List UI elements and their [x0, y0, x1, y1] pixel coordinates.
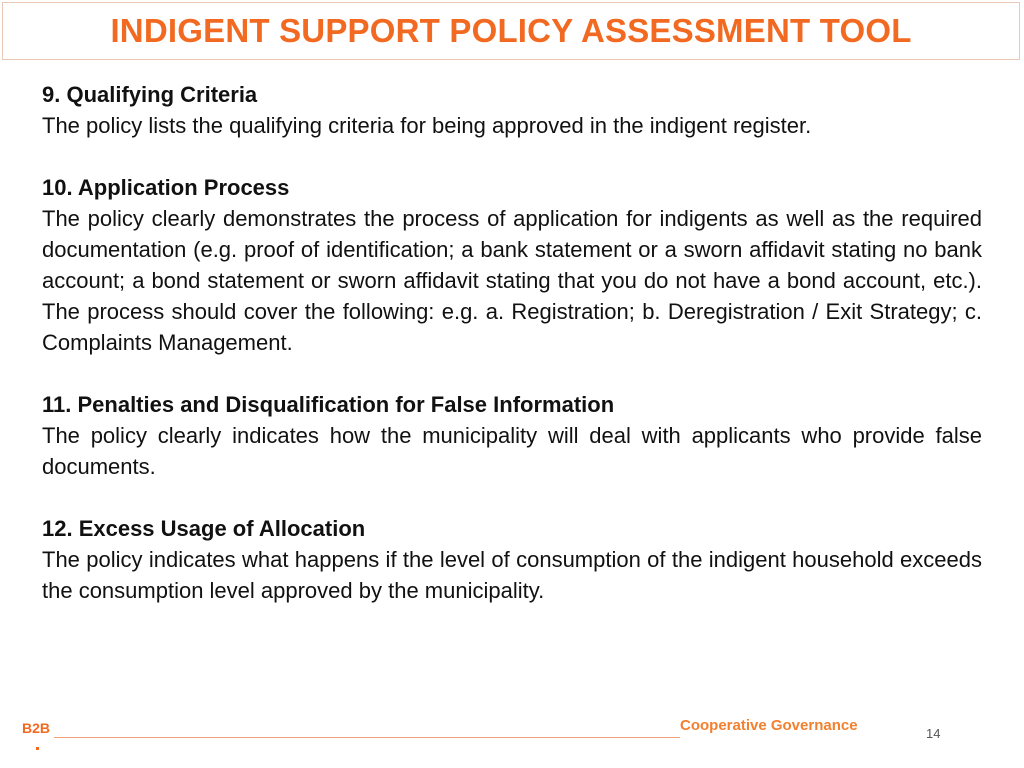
section-body: The policy indicates what happens if the level of consumption of the indigent household exceeds the consumption level approved by the municipality. [42, 547, 982, 603]
footer-department: Cooperative Governance [680, 717, 858, 734]
footer-brand: B2B [22, 720, 51, 736]
page-number: 14 [926, 726, 941, 741]
footer-accent-dot [36, 747, 39, 750]
content-area [42, 79, 982, 637]
section-body: The policy clearly demonstrates the process of application for indigents as well as the required documentation (e.g. proof of identification; a bank statement or a sworn affidavit stating no bank account; a bond statement or sworn affidavit stating that you do not have a bond account, etc.). The process should cover the following: e.g. a. Registration; b. Deregistration / Exit Strategy; c. Complaints Management. [42, 206, 982, 355]
title-banner [2, 2, 1020, 60]
page-title: INDIGENT SUPPORT POLICY ASSESSMENT TOOL [110, 12, 912, 49]
section-heading: 12. Excess Usage of Allocation [42, 516, 366, 541]
section-body: The policy lists the qualifying criteria for being approved in the indigent register. [42, 113, 812, 138]
section-heading: 10. Application Process [42, 175, 290, 200]
section-heading: 9. Qualifying Criteria [42, 82, 258, 107]
section-heading: 11. Penalties and Disqualification for False Information [42, 392, 615, 417]
section-qualifying-criteria [42, 79, 982, 141]
section-penalties [42, 389, 982, 482]
section-body: The policy clearly indicates how the municipality will deal with applicants who provide false documents. [42, 423, 982, 479]
section-application-process [42, 172, 982, 358]
section-excess-usage [42, 513, 982, 606]
footer-divider [54, 737, 680, 738]
